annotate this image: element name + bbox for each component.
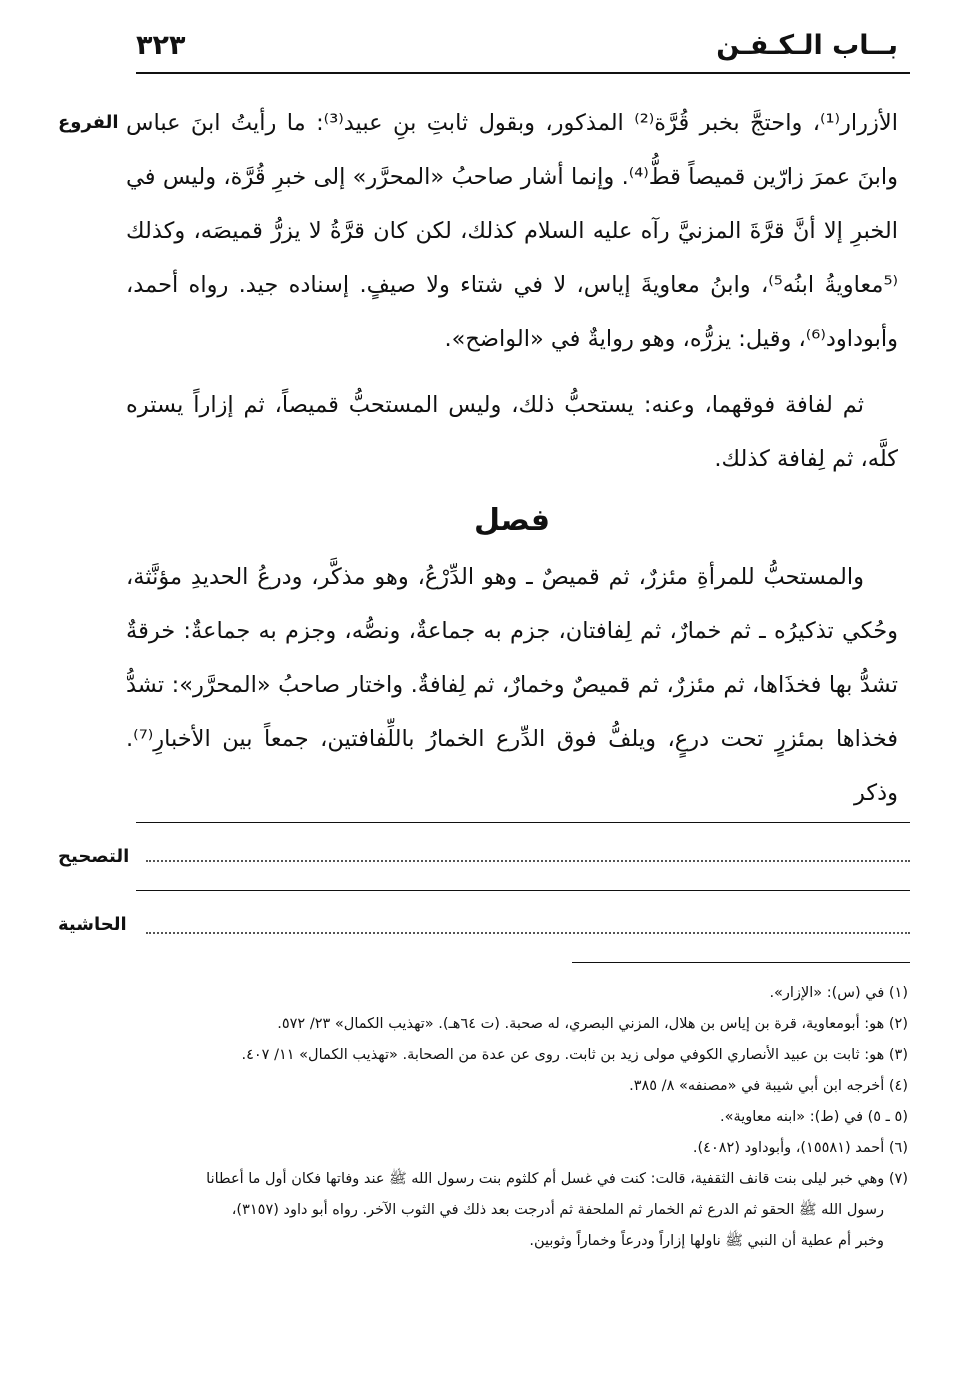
hashiya-top-rule <box>136 890 910 891</box>
hashiya-dotted-line <box>146 932 910 934</box>
footnote-2: (٢) هو: أبومعاوية، قرة بن إياس بن هلال، المزني البصري، له صحبة. (ت ٦٤هـ). «تهذيب الكمال» ٢٣/ ٥٧٢. <box>277 1016 908 1032</box>
footnote-6: (٦) أحمد (١٥٥٨١)، وأبوداود (٤٠٨٢). <box>692 1140 908 1156</box>
margin-label-hashiya: الحاشية <box>58 914 127 935</box>
header-rule <box>136 72 910 74</box>
footnote-5: (٥ ـ ٥) في (ط): «ابنه معاوية». <box>719 1109 908 1125</box>
footnote-separator <box>572 962 910 963</box>
tashih-dotted-line <box>146 860 910 862</box>
paragraph-1: الأزرار⁽¹⁾، واحتجَّ بخبر قُرَّة⁽²⁾ المذكور، وبقول ثابتِ بنِ عبيد⁽³⁾: ما رأيتُ ابنَ عباس وابنَ عمرَ زارّين قميصاً قطُّ⁽⁴⁾. وإنما أشار صاحبُ «المحرَّر» إلى خبرِ قُرَّة، وليس في الخبرِ إلا أنَّ قرَّةَ المزنيَّ رآه عليه السلام كذلك، لكن كان قرَّةُ لا يزرُّ قميصَه، وكذلك ⁽⁵معاويةُ ابنُه⁵⁾، وابنُ معاويةَ إياس، لا في شتاء ولا صيفٍ. إسناده جيد. رواه أحمد، وأبوداود⁽⁶⁾، وقيل: يزرُّه، وهو روايةٌ في «الواضح». <box>126 110 898 352</box>
section-heading: فصل <box>474 503 550 538</box>
footnote-3: (٣) هو: ثابت بن عبيد الأنصاري الكوفي مولى زيد بن ثابت. روى عن عدة من الصحابة. «تهذيب الكمال» ١١/ ٤٠٧. <box>241 1047 908 1063</box>
footnotes <box>108 978 908 1257</box>
footnote-7-line-3: وخبر أم عطية أن النبي ﷺ ناولها إزاراً ودرعاً وخماراً وثوبين. <box>529 1233 884 1249</box>
footnote-4: (٤) أخرجه ابن أبي شيبة في «مصنفه» ٨/ ٣٨٥. <box>629 1078 908 1094</box>
paragraph-3: والمستحبُّ للمرأةِ مئزرٌ، ثم قميصٌ ـ وهو الدِّرْعُ، وهو مذكَّر، ودرعُ الحديدِ مؤنَّثة، وحُكي تذكيرُه ـ ثم خمارٌ، ثم لِفافتان، جزم به جماعةٌ، ونصُّه، وجزم به جماعةٌ: خرقةٌ تشدُّ بها فخذَاها، ثم مئزرٌ، ثم قميصٌ وخمارٌ، ثم لِفافةٌ. واختار صاحبُ «المحرَّر»: تشدُّ فخذاها بمئزرٍ تحت درعٍ، ويلفُّ فوق الدِّرع الخمارُ باللِّفافتين، جمعاً بين الأخبارِ⁽⁷⁾. وذكر <box>126 564 898 806</box>
main-text <box>126 96 898 820</box>
tashih-top-rule <box>136 822 910 823</box>
chapter-title: بــاب الـكـفـن <box>716 30 898 61</box>
footnote-7: (٧) وهي خبر ليلى بنت قانف الثقفية، قالت: كنت في غسل أم كلثوم بنت رسول الله ﷺ عند وفاتها فكان أول ما أعطانا <box>206 1171 908 1187</box>
page-number: ٣٢٣ <box>136 30 186 61</box>
footnote-7-line-2: رسول الله ﷺ الحقو ثم الدرع ثم الخمار ثم الملحفة ثم أدرجت بعد ذلك في الثوب الآخر. رواه أبو داود (٣١٥٧)، <box>231 1202 884 1218</box>
paragraph-2: ثم لفافة فوقهما، وعنه: يستحبُّ ذلك، وليس المستحبُّ قميصاً، ثم إزاراً يستره كلَّه، ثم لِفافة كذلك. <box>126 392 898 472</box>
footnote-1: (١) في (س): «الإزار». <box>769 985 908 1001</box>
margin-label-furu: الفروع <box>58 112 119 133</box>
margin-label-tashih: التصحيح <box>58 846 130 867</box>
